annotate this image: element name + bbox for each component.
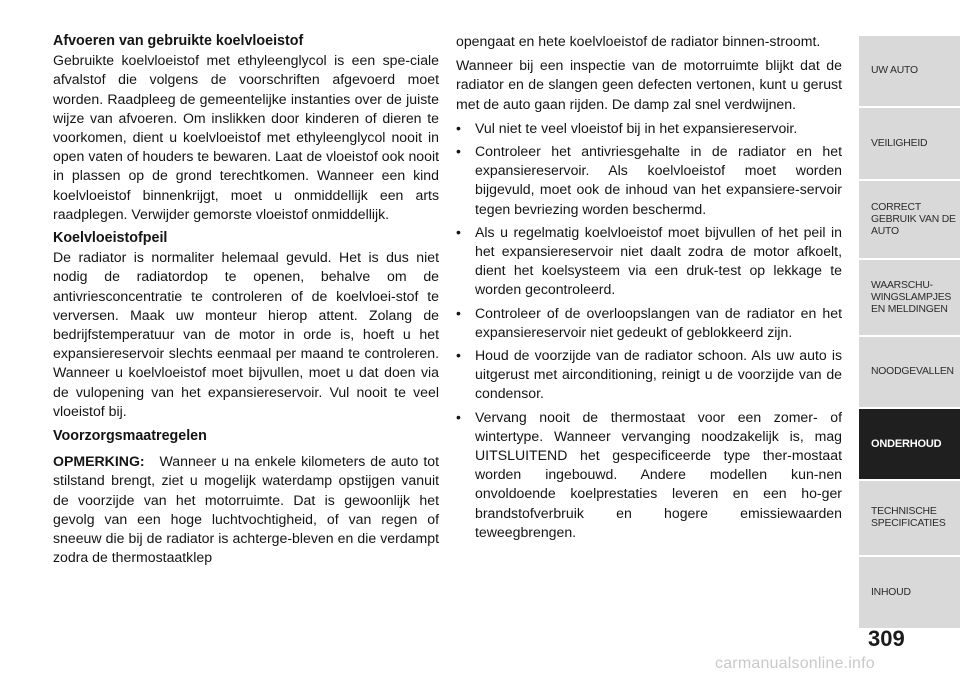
precaution-list [456, 119, 842, 542]
list-item: • Als u regelmatig koelvloeistof moet bijvullen of het peil in het expansiereservoir niet daalt zodra de motor afkoelt, dient het koelsysteem via een druk-test op lekkage te worden gecontroleerd. [456, 223, 842, 300]
tab-veiligheid[interactable] [859, 106, 960, 179]
paragraph-continued: opengaat en hete koelvloeistof de radiator binnen-stroomt. [456, 33, 821, 49]
note-paragraph [53, 452, 439, 567]
note-text: Wanneer u na enkele kilometers de auto tot stilstand brengt, ziet u mogelijk waterdamp opstijgen vanuit de voorzijde van het motorruimte. Dat is gewoonlijk het gevolg van een hoge luchtvochtigheid, of van regen of sneeuw die bij de radiator is achterge-bleven en die verdampt zodra de thermostaatklep [53, 453, 439, 566]
tab-label: ONDERHOUD [871, 438, 942, 450]
tab-label: INHOUD [871, 586, 911, 598]
list-item: • Controleer het antivriesgehalte in de radiator en het expansiereservoir. Als koelvloeistof moet worden bijgevuld, moet ook de inhoud van het expansiere-servoir tegen bevriezing worden beschermd. [456, 142, 842, 219]
left-column [53, 32, 439, 572]
note-label: OPMERKING: [53, 453, 145, 470]
tab-uw-auto[interactable] [859, 34, 960, 106]
page-number: 309 [868, 626, 905, 651]
tab-technische-specificaties[interactable] [859, 479, 960, 555]
paragraph-inspection: Wanneer bij een inspectie van de motorruimte blijkt dat de radiator en de slangen geen defecten vertonen, kunt u gerust met de auto gaan rijden. De damp zal snel verdwijnen. [456, 57, 842, 112]
tab-noodgevallen[interactable] [859, 335, 960, 407]
chapter-tabs [859, 34, 960, 628]
paragraph-coolant-disposal: Gebruikte koelvloeistof met ethyleenglycol is een spe-ciale afvalstof die volgens de voorschriften afgevoerd moet worden. Raadpleeg de gemeentelijke instanties over de juiste wijze van afvoeren. Om inslikken door kinderen of dieren te voorkomen, dient u koelvloeistof met ethyleenglycol nooit in open vaten of houders te bewaren. Laat de vloeistof ook nooit in plassen op de grond terechtkomen. Wanneer een kind koelvloeistof binnenkrijgt, moet u onmiddellijk een arts raadplegen. Verwijder gemorste vloeistof onmiddellijk. [53, 52, 439, 222]
tab-label: NOODGEVALLEN [871, 366, 954, 377]
list-item: • Vul niet te veel vloeistof bij in het expansiereservoir. [456, 119, 842, 138]
paragraph-coolant-level: De radiator is normaliter helemaal gevuld. Het is dus niet nodig de radiatordop te openen, behalve om de antivriesconcentratie te controleren of de koelvloei-stof te verversen. Maak uw monteur hierop attent. Zolang de bedrijfstemperatuur van de motor in orde is, hoeft u het expansiereservoir slechts eenmaal per maand te controleren. Wanneer u koelvloeistof moet bijvullen, moet u dat doen via de vulopening van het expansiereservoir. Vul nooit te veel vloeistof bij. [53, 249, 439, 419]
tab-label: CORRECT GEBRUIK VAN DE AUTO [871, 201, 956, 237]
tab-label: TECHNISCHE SPECIFICATIES [871, 506, 946, 529]
tab-inhoud[interactable] [859, 555, 960, 628]
right-column [456, 32, 842, 546]
list-item: • Controleer of de overloopslangen van de radiator en het expansiereservoir niet gedeukt of geblokkeerd zijn. [456, 304, 842, 342]
tab-label: UW AUTO [871, 65, 918, 76]
tab-label: WAARSCHU-WINGSLAMPJES EN MELDINGEN [871, 279, 952, 315]
heading-coolant-disposal: Afvoeren van gebruikte koelvloeistof [53, 33, 304, 49]
list-item: • Houd de voorzijde van de radiator schoon. Als uw auto is uitgerust met airconditioning, reinigt u de voorzijde van de condensor. [456, 346, 842, 404]
tab-correct-gebruik[interactable] [859, 179, 960, 258]
tab-onderhoud[interactable] [859, 407, 960, 479]
heading-precautions: Voorzorgsmaatregelen [53, 428, 207, 445]
list-item: • Vervang nooit de thermostaat voor een zomer- of wintertype. Wanneer vervanging noodzakelijk is, mag UITSLUITEND het gespecificeerde type ther-mostaat worden ingebouwd. Andere modellen kun-nen onvoldoende koelprestaties leveren en een ho-ger brandstofverbruik en hogere emissiewaarden teweegbrengen. [456, 408, 842, 542]
tab-waarschuwingslampjes[interactable] [859, 258, 960, 335]
heading-coolant-level: Koelvloeistofpeil [53, 230, 168, 247]
watermark: carmanualsonline.info [715, 655, 875, 672]
tab-label: VEILIGHEID [871, 137, 928, 149]
